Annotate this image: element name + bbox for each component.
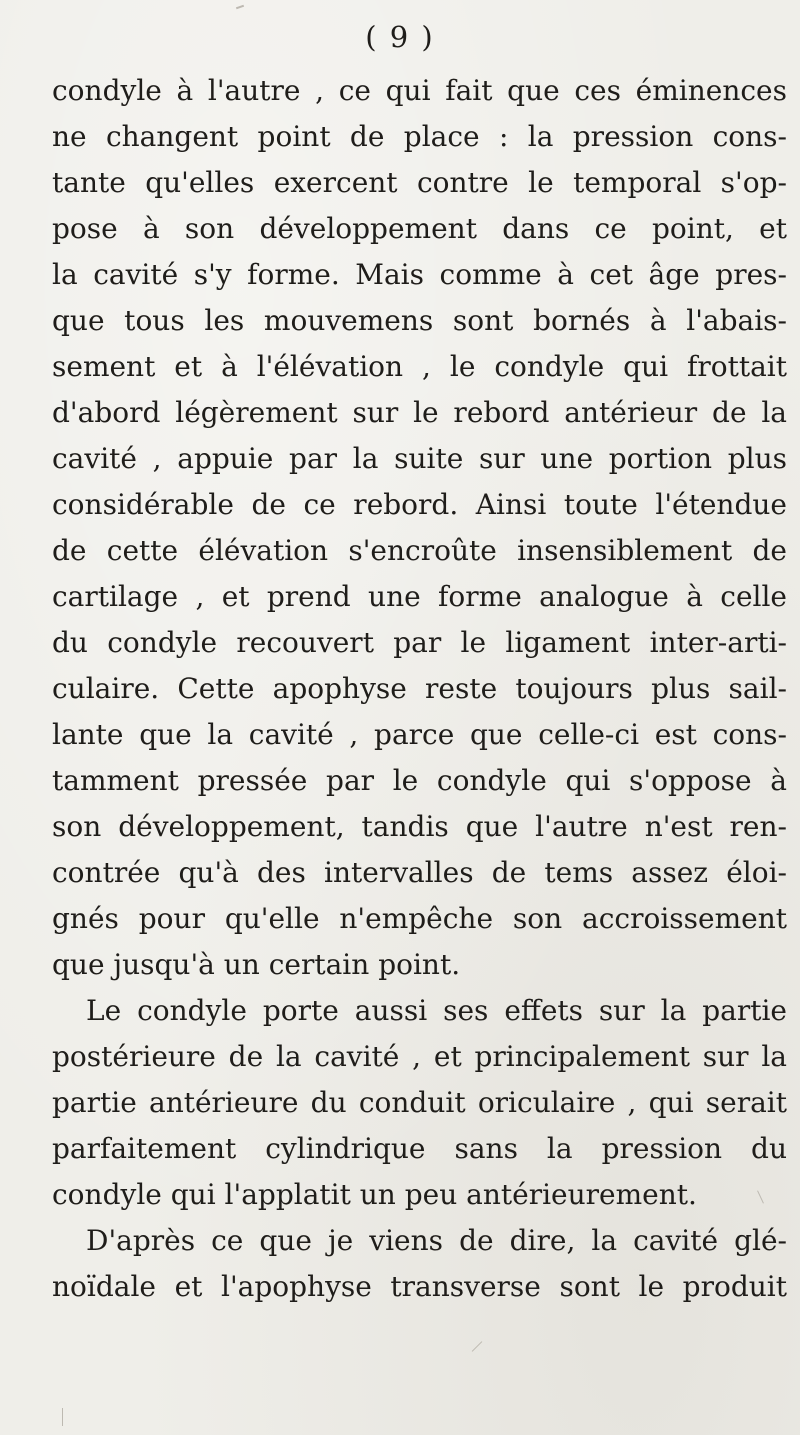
body-text (52, 68, 787, 1310)
text-line: son développement, tandis que l'autre n'est ren- (52, 810, 787, 843)
text-line: postérieure de la cavité , et principalement sur la (52, 1040, 787, 1073)
text-line: condyle à l'autre , ce qui fait que ces éminences (52, 74, 787, 107)
text-line: parfaitement cylindrique sans la pression du (52, 1132, 787, 1165)
text-line: cavité , appuie par la suite sur une portion plus (52, 442, 787, 475)
text-line: de cette élévation s'encroûte insensiblement de (52, 534, 787, 567)
text-line: que tous les mouvemens sont bornés à l'abais- (52, 304, 787, 337)
text-line: pose à son développement dans ce point, et (52, 212, 787, 245)
text-line: partie antérieure du conduit oriculaire , qui serait (52, 1086, 787, 1119)
text-line: du condyle recouvert par le ligament inter-arti- (52, 626, 787, 659)
text-line: tante qu'elles exercent contre le temporal s'op- (52, 166, 787, 199)
text-line: gnés pour qu'elle n'empêche son accroissement (52, 902, 787, 935)
text-line: culaire. Cette apophyse reste toujours plus sail- (52, 672, 787, 705)
text-line: que jusqu'à un certain point. (52, 948, 461, 981)
text-line: contrée qu'à des intervalles de tems assez éloi- (52, 856, 787, 889)
text-line: ne changent point de place : la pression cons- (52, 120, 787, 153)
paper-speck (472, 1341, 483, 1352)
text-line: d'abord légèrement sur le rebord antérieur de la (52, 396, 787, 429)
text-line: la cavité s'y forme. Mais comme à cet âge pres- (52, 258, 787, 291)
page-number: ( 9 ) (365, 20, 435, 54)
text-line: sement et à l'élévation , le condyle qui frottait (52, 350, 787, 383)
paper-speck (236, 5, 244, 10)
paper-speck (62, 1408, 63, 1426)
paragraph-start-line: Le condyle porte aussi ses effets sur la partie (86, 994, 787, 1027)
text-line: cartilage , et prend une forme analogue à celle (52, 580, 787, 613)
paragraph-start-line: D'après ce que je viens de dire, la cavité glé- (86, 1224, 787, 1257)
text-line: noïdale et l'apophyse transverse sont le produit (52, 1270, 787, 1303)
text-line: condyle qui l'applatit un peu antérieurement. (52, 1178, 697, 1211)
text-line: tamment pressée par le condyle qui s'oppose à (52, 764, 787, 797)
text-line: lante que la cavité , parce que celle-ci est cons- (52, 718, 787, 751)
text-line: considérable de ce rebord. Ainsi toute l'étendue (52, 488, 787, 521)
